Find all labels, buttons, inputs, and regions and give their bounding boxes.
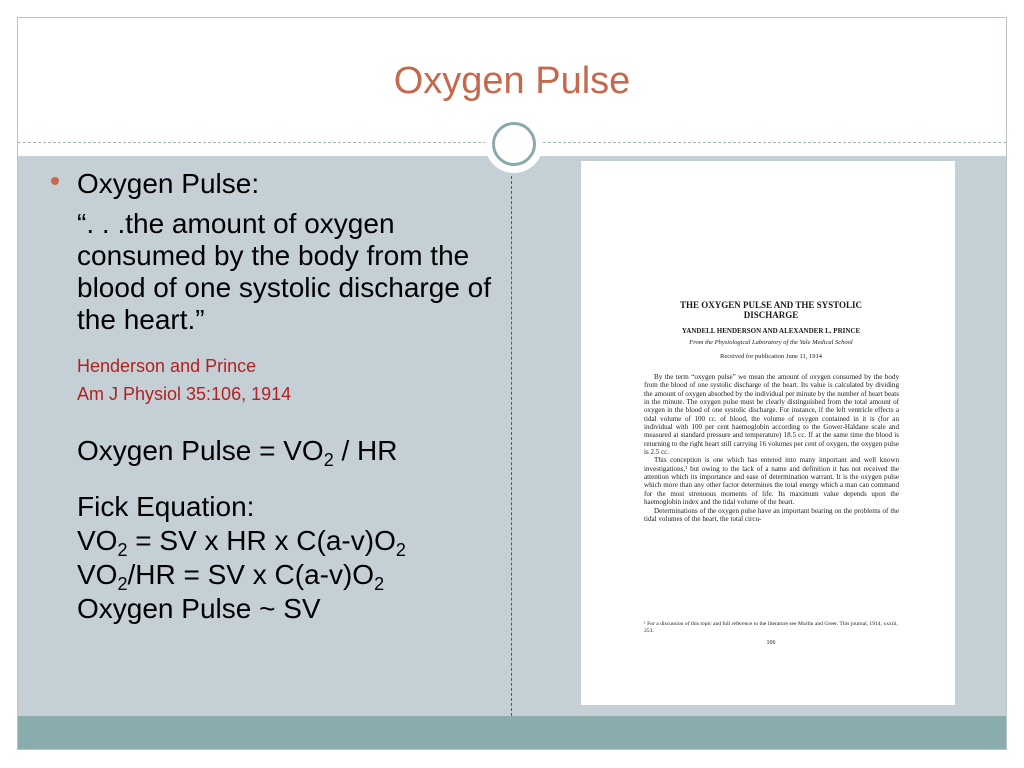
circle-icon <box>492 122 536 166</box>
slide <box>17 17 1007 750</box>
slide-title: Oxygen Pulse <box>393 60 631 102</box>
oxygen-pulse-approximation: Oxygen Pulse ~ SV <box>77 593 321 624</box>
paper-authors: YANDELL HENDERSON AND ALEXANDER L. PRINCE <box>681 327 861 335</box>
journal-page-image <box>581 161 955 705</box>
citation-journal: Am J Physiol 35:106, 1914 <box>77 384 292 404</box>
definition-quote: “. . .the amount of oxygen consumed by the body from the blood of one systolic discharge of the heart.” <box>77 208 492 335</box>
paper-paragraph: Determinations of the oxygen pulse have an important bearing on the problems of the tidal volumes of the heart, the total circu- <box>644 506 899 523</box>
paper-title: THE OXYGEN PULSE AND THE SYSTOLIC DISCHARGE <box>680 300 862 320</box>
paper-received-date: Received for publication June 11, 1914 <box>720 353 822 360</box>
oxygen-pulse-equation: Oxygen Pulse = $VO_2$ / HR <box>77 435 398 470</box>
column-divider <box>511 176 512 716</box>
footer-band <box>18 716 1006 750</box>
paper-page-number: 106 <box>766 640 776 646</box>
paper-body <box>644 373 899 523</box>
text-column <box>77 168 497 626</box>
bullet-heading: Oxygen Pulse: <box>77 168 260 199</box>
bullet-icon <box>51 177 59 185</box>
paper-footnote: ¹ For a discussion of this topic and full reference to the literature see Murlin and Greer. This journal, 1914, xxxiii, 253. <box>644 621 898 634</box>
paper-affiliation: From the Physiological Laboratory of the Yale Medical School <box>689 339 853 346</box>
fick-equation-1: $VO_2$ = SV x HR x $C(a-v)O_2$ <box>77 525 406 560</box>
fick-equation-label: Fick Equation: <box>77 491 255 522</box>
citation-authors: Henderson and Prince <box>77 356 257 376</box>
fick-equation-2: $VO_2/HR$ = SV x $C(a-v)O_2$ <box>77 559 385 594</box>
paper-paragraph: This conception is one which has entered into many important and well known investigations,¹ but owing to the lack of a name and definition it has not received the attention which its importance and ease of determination warrant. It is the oxygen pulse which more than any other factor determines the total energy which a man can command for the most strenuous moments of life. Its maximum value depends upon the haemoglobin index and the tidal volume of the heart. <box>644 456 899 507</box>
paper-paragraph: By the term “oxygen pulse” we mean the amount of oxygen consumed by the body from the blood of one systolic discharge of the heart. Its value is calculated by dividing the amount of oxygen absorbed by the individual per minute by the number of heart beats in the minute. The oxygen pulse must be clearly distinguished from the total amount of oxygen in the blood of one systolic discharge. For instance, if the left ventricle effects a tidal volume of 100 cc. of blood, the volume of oxygen contained in it is (for an individual with 100 per cent haemoglobin according to the Gower-Haldane scale and measured at standard pressure and temperature) 18.5 cc. If at the same time the blood is returning to the right heart still carrying 16 volumes per cent of oxygen, the oxygen pulse is 2.5 cc. <box>644 373 899 457</box>
